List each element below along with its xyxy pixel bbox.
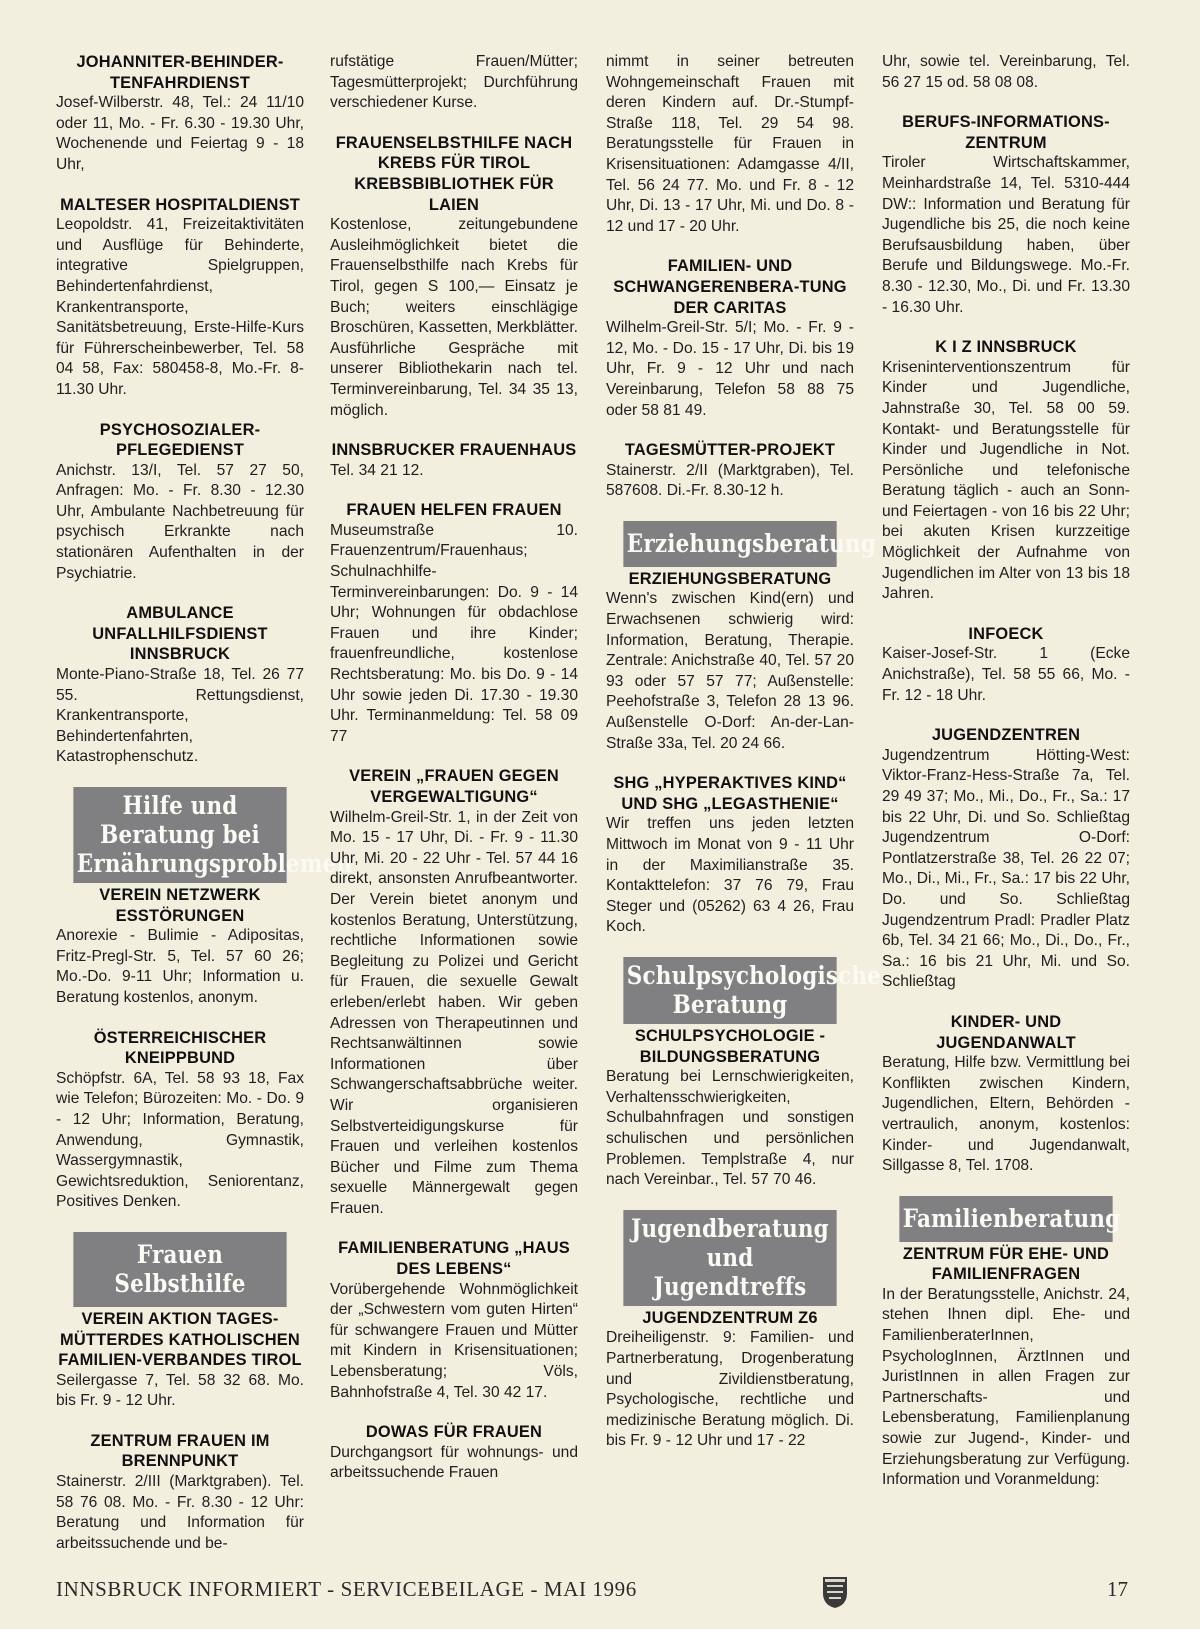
directory-entry <box>882 52 1130 93</box>
section-banner: Familienberatung <box>899 1196 1112 1242</box>
entry-body: nimmt in seiner betreuten Wohngemeinschaft Frauen mit deren Kindern auf. Dr.-Stumpf-Straße 118, Tel. 29 54 98. Beratungsstelle für Frauen in Krisensituationen: Adamgasse 4/II, Tel. 56 24 77. Mo. und Fr. 8 - 12 Uhr, Di. 13 - 17 Uhr, Mi. und Do. 8 - 12 und 17 - 20 Uhr. <box>606 53 854 235</box>
entry-title: JUGENDZENTRUM Z6 <box>642 1308 818 1327</box>
entry-title: VEREIN NETZWERK ESSTÖRUNGEN <box>99 886 261 925</box>
directory-entry <box>56 1028 304 1213</box>
directory-entry <box>56 1431 304 1555</box>
entry-title: ÖSTERREICHISCHER KNEIPPBUND <box>93 1028 267 1068</box>
entry-body: Tel. 34 21 12. <box>330 461 424 479</box>
entry-body: rufstätige Frauen/Mütter; Tagesmütterprojekt; Durchführung verschiedener Kurse. <box>330 53 578 112</box>
entry-body: Dreiheiligenstr. 9: Familien- und Partnerberatung, Drogenberatung und Zivildienstberatung, Psychologische, rechtliche und medizinische Beratung möglich. Di. bis Fr. 9 - 12 Uhr und 17 - 22 <box>606 1329 854 1450</box>
entry-body: Kostenlose, zeitungebundene Ausleihmöglichkeit bietet die Frauenselbsthilfe nach Krebs für Tirol, gegen S 100,— Einsatz je Buch; weiters einschlägige Broschüren, Kassetten, Merkblätter. Ausführliche Gespräche mit unserer Bibliothekarin nach tel. Terminvereinbarung, Tel. 34 35 13, möglich. <box>330 216 578 419</box>
directory-entry <box>606 773 854 938</box>
directory-entry <box>56 420 304 585</box>
section-banner: Schulpsychologische Beratung <box>623 957 836 1024</box>
column-2 <box>330 52 578 1503</box>
section-banner: Frauen Selbsthilfe <box>73 1232 286 1307</box>
directory-entry <box>606 52 854 237</box>
entry-body: Uhr, sowie tel. Vereinbarung, Tel. 56 27 15 od. 58 08 08. <box>882 53 1130 91</box>
directory-entry <box>330 766 578 1219</box>
entry-body: Museumstraße 10. Frauenzentrum/Frauenhaus; Schulnachhilfe-Terminvereinbarungen: Do. 9 - 14 Uhr; Wohnungen für obdachlose Frauen und ihre Kinder; frauenfreundliche, kostenlose Rechtsberatung: Mo. bis Do. 9 - 14 Uhr sowie jeden Di. 17.30 - 19.30 Uhr. Terminanmeldung: Tel. 58 09 77 <box>330 521 578 745</box>
entry-title: JOHANNITER-BEHINDER-TENFAHRDIENST <box>76 53 284 92</box>
directory-entry <box>606 440 854 502</box>
entry-body: Wilhelm-Greil-Str. 5/I; Mo. - Fr. 9 - 12, Mo. - Do. 15 - 17 Uhr, Di. bis 19 Uhr, Fr. 9 - 12 Uhr und nach Vereinbarung, Telefon 58 88 75 oder 58 81 49. <box>606 319 854 419</box>
entry-title: FAMILIEN- UND SCHWANGERENBERA-TUNG DER CARITAS <box>613 257 847 317</box>
directory-entry <box>330 133 578 421</box>
entry-body: Stainerstr. 2/III (Marktgraben). Tel. 58 76 08. Mo. - Fr. 8.30 - 12 Uhr: Beratung und Information für arbeitssuchende und be- <box>56 1473 304 1552</box>
entry-body: Jugendzentrum Hötting-West: Viktor-Franz-Hess-Straße 7a, Tel. 29 49 37; Mo., Mi., Do., Fr., Sa.: 17 bis 22 Uhr, Di. und So. Schließtag Jugendzentrum O-Dorf: Pontlatzerstraße 38, Tel. 26 22 07; Mo., Di., Mi., Fr., Sa.: 17 bis 22 Uhr, Do. und So. Schließtag Jugendzentrum Pradl: Pradler Platz 6b, Tel. 34 21 66; Mo., Di., Do., Fr., Sa.: 16 bis 21 Uhr, Mi. und So. Schließtag <box>882 746 1130 991</box>
directory-entry <box>56 1309 304 1412</box>
entry-body: Kaiser-Josef-Str. 1 (Ecke Anichstraße), Tel. 58 55 66, Mo. - Fr. 12 - 18 Uhr. <box>882 645 1130 704</box>
entry-title: AMBULANCE UNFALLHILFSDIENST INNSBRUCK <box>92 604 268 664</box>
entry-body: Beratung, Hilfe bzw. Vermittlung bei Konflikten zwischen Kindern, Jugendlichen, Eltern, Behörden - vertraulich, anonym, kostenlos: Kinder- und Jugendanwalt, Sillgasse 8, Tel. 1708. <box>882 1054 1130 1175</box>
entry-body: Seilergasse 7, Tel. 58 32 68. Mo. bis Fr. 9 - 12 Uhr. <box>56 1371 304 1410</box>
publication-title: INNSBRUCK INFORMIERT - SERVICEBEILAGE - MAI 1996 <box>56 1577 637 1601</box>
entry-body: Wir treffen uns jeden letzten Mittwoch im Monat von 9 - 11 Uhr in der Maximilianstraße 35. Kontakttelefon: 37 76 79, Frau Steger und (05262) 63 4 26, Frau Koch. <box>606 815 854 936</box>
directory-entry <box>56 195 304 401</box>
directory-entry <box>56 52 304 176</box>
entry-body: Tiroler Wirtschaftskammer, Meinhardstraße 14, Tel. 5310-444 DW:: Information und Beratung für Jugendliche bis 25, die noch keine Berufsausbildung haben, über Berufe und Bildungswege. Mo.-Fr. 8.30 - 12.30, Mo., Di. und Fr. 13.30 - 16.30 Uhr. <box>882 154 1130 316</box>
entry-title: BERUFS-INFORMATIONS-ZENTRUM <box>902 113 1110 152</box>
directory-entry <box>882 112 1130 318</box>
entry-title: ZENTRUM FÜR EHE- UND FAMILIENFRAGEN <box>902 1244 1110 1284</box>
section-banner: Erziehungsberatung <box>623 521 836 567</box>
entry-title: SCHULPSYCHOLOGIE - BILDUNGSBERATUNG <box>634 1026 826 1066</box>
entry-body: Wenn's zwischen Kind(ern) und Erwachsenen schwierig wird: Information, Beratung, Therapie. Zentrale: Anichstraße 40, Tel. 57 20 93 oder 57 57 77; Außenstelle: Peehofstraße 3, Telefon 28 13 96. Außenstelle O-Dorf: An-der-Lan-Straße 33a, Tel. 20 24 66. <box>606 590 854 752</box>
directory-entry <box>330 52 578 114</box>
entry-title: INNSBRUCKER FRAUENHAUS <box>331 441 577 460</box>
entry-body: Anichstr. 13/I, Tel. 57 27 50, Anfragen: Mo. - Fr. 8.30 - 12.30 Uhr, Ambulante Nachbetreuung für psychisch Erkrankte nach stationären Aufenthalten in der Psychiatrie. <box>56 461 304 582</box>
entry-body: Durchgangsort für wohnungs- und arbeitssuchende Frauen <box>330 1443 578 1482</box>
entry-title: FAMILIENBERATUNG „HAUS DES LEBENS“ <box>338 1239 570 1279</box>
directory-entry <box>330 440 578 481</box>
directory-entry <box>330 1238 578 1403</box>
column-3 <box>606 52 882 1471</box>
entry-body: Kriseninterventionszentrum für Kinder und Jugendliche, Jahnstraße 30, Tel. 58 00 59. Kontakt- und Beratungsstelle für Kinder und Jugendliche in Not. Persönliche und telefonische Beratung täglich - auch an Sonn- und Feiertagen - von 16 bis 22 Uhr; bei akuten Krisen kurzzeitige Möglichkeit der Aufnahme von Jugendlichen im Alter von 13 bis 18 Jahren. <box>882 358 1130 603</box>
entry-title: INFOECK <box>968 624 1044 643</box>
entry-body: Beratung bei Lernschwierigkeiten, Verhaltensschwierigkeiten, Schulbahnfragen und sonstigen schulischen und persönlichen Problemen. Templstraße 4, nur nach Vereinbar., Tel. 57 70 46. <box>606 1068 854 1189</box>
directory-entry <box>56 603 304 768</box>
page-footer <box>56 1577 1128 1607</box>
entry-body: Wilhelm-Greil-Str. 1, in der Zeit von Mo. 15 - 17 Uhr, Di. - Fr. 9 - 11.30 Uhr, Mi. 20 - 22 Uhr - Tel. 57 44 16 direkt, ansonsten Anrufbeantworter. Der Verein bietet anonym und kostenlos Beratung, Unterstützung, rechtliche Informationen sowie Begleitung zu Polizei und Gericht für Frauen, die sexuelle Gewalt erleben/erlebt haben. Wir geben Adressen von Therapeutinnen und Rechtsanwältinnen sowie Informationen über Schwangerschaftsabbrüche weiter. Wir organisieren Selbstverteidigungskurse für Frauen und verleihen kostenlos Bücher und Filme zum Thema sexuelle Männergewalt gegen Frauen. <box>330 808 578 1217</box>
entry-body: Stainerstr. 2/II (Marktgraben), Tel. 587608. Di.-Fr. 8.30-12 h. <box>606 461 854 500</box>
directory-entry <box>606 569 854 754</box>
entry-title: VEREIN AKTION TAGES-MÜTTERDES KATHOLISCHEN FAMILIEN-VERBANDES TIROL <box>58 1309 302 1370</box>
entry-title: MALTESER HOSPITALDIENST <box>60 195 300 214</box>
entry-title: VEREIN „FRAUEN GEGEN VERGEWALTIGUNG“ <box>349 767 559 806</box>
entry-title: JUGENDZENTREN <box>931 726 1081 745</box>
entry-body: Josef-Wilberstr. 48, Tel.: 24 11/10 oder 11, Mo. - Fr. 6.30 - 19.30 Uhr, Wochenende und Feiertag 9 - 18 Uhr, <box>56 94 304 173</box>
entry-body: Anorexie - Bulimie - Adipositas, Fritz-Pregl-Str. 5, Tel. 57 60 26; Mo.-Do. 9-11 Uhr; Information u. Beratung kostenlos, anonym. <box>56 927 304 1006</box>
column-1 <box>56 52 353 1573</box>
directory-entry <box>882 725 1130 993</box>
directory-entry <box>330 500 578 747</box>
entry-title: PSYCHOSOZIALER-PFLEGEDIENST <box>99 420 261 460</box>
directory-entry <box>330 1422 578 1484</box>
directory-entry <box>882 1244 1130 1491</box>
entry-body: Vorübergehende Wohnmöglichkeit der „Schwestern vom guten Hirten“ für schwangere Frauen und Mütter mit Kindern in Krisensituationen; Lebensberatung; Völs, Bahnhofstraße 4, Tel. 30 42 17. <box>330 1280 578 1401</box>
directory-entry <box>882 337 1130 605</box>
directory-entry <box>56 885 304 1009</box>
directory-entry <box>882 624 1130 706</box>
entry-title: ERZIEHUNGSBERATUNG <box>628 569 832 588</box>
section-banner: Jugendberatung und Jugendtreffs <box>623 1210 836 1306</box>
entry-body: In der Beratungsstelle, Anichstr. 24, stehen Ihnen dipl. Ehe- und FamilienberaterInnen, PsychologInnen, ÄrztInnen und JuristInnen in allen Fragen zur Partnerschafts- und Lebensberatung, Familienplanung sowie zur Jugend-, Kinder- und Erziehungsberatung zur Verfügung. Information und Voranmeldung: <box>882 1285 1130 1489</box>
directory-entry <box>606 1026 854 1191</box>
entry-title: ZENTRUM FRAUEN IM BRENNPUNKT <box>90 1431 270 1471</box>
directory-entry <box>606 256 854 421</box>
entry-title: FRAUENSELBSTHILFE NACH KREBS FÜR TIROL KREBSBIBLIOTHEK FÜR LAIEN <box>335 133 573 214</box>
entry-title: KINDER- UND JUGENDANWALT <box>936 1012 1076 1052</box>
entry-body: Monte-Piano-Straße 18, Tel. 26 77 55. Rettungsdienst, Krankentransporte, Behindertenfahrten, Katastrophenschutz. <box>56 666 304 766</box>
entry-body: Leopoldstr. 41, Freizeitaktivitäten und Ausflüge für Behinderte, integrative Spielgruppen, Behindertenfahrdienst, Krankentransporte, Sanitätsbetreuung, Erste-Hilfe-Kurs für Führerscheinbewerber, Tel. 58 04 58, Fax: 580458-8, Mo.-Fr. 8-11.30 Uhr. <box>56 216 304 398</box>
entry-title: DOWAS FÜR FRAUEN <box>365 1423 543 1442</box>
page-number: 17 <box>1107 1577 1128 1601</box>
directory-entry <box>882 1012 1130 1177</box>
column-4 <box>882 52 1130 1510</box>
entry-body: Schöpfstr. 6A, Tel. 58 93 18, Fax wie Telefon; Bürozeiten: Mo. - Do. 9 - 12 Uhr; Information, Beratung, Anwendung, Gymnastik, Wassergymnastik, Gewichtsreduktion, Seniorentanz, Positives Denken. <box>56 1069 304 1211</box>
section-banner: Hilfe und Beratung bei Ernährungsproblemen <box>73 787 286 883</box>
entry-title: TAGESMÜTTER-PROJEKT <box>624 441 836 460</box>
entry-title: K I Z INNSBRUCK <box>935 338 1077 357</box>
directory-entry <box>606 1308 854 1452</box>
entry-title: FRAUEN HELFEN FRAUEN <box>346 501 562 520</box>
innsbruck-coat-of-arms-icon <box>821 1575 849 1609</box>
entry-title: SHG „HYPERAKTIVES KIND“ UND SHG „LEGASTHENIE“ <box>613 774 847 813</box>
